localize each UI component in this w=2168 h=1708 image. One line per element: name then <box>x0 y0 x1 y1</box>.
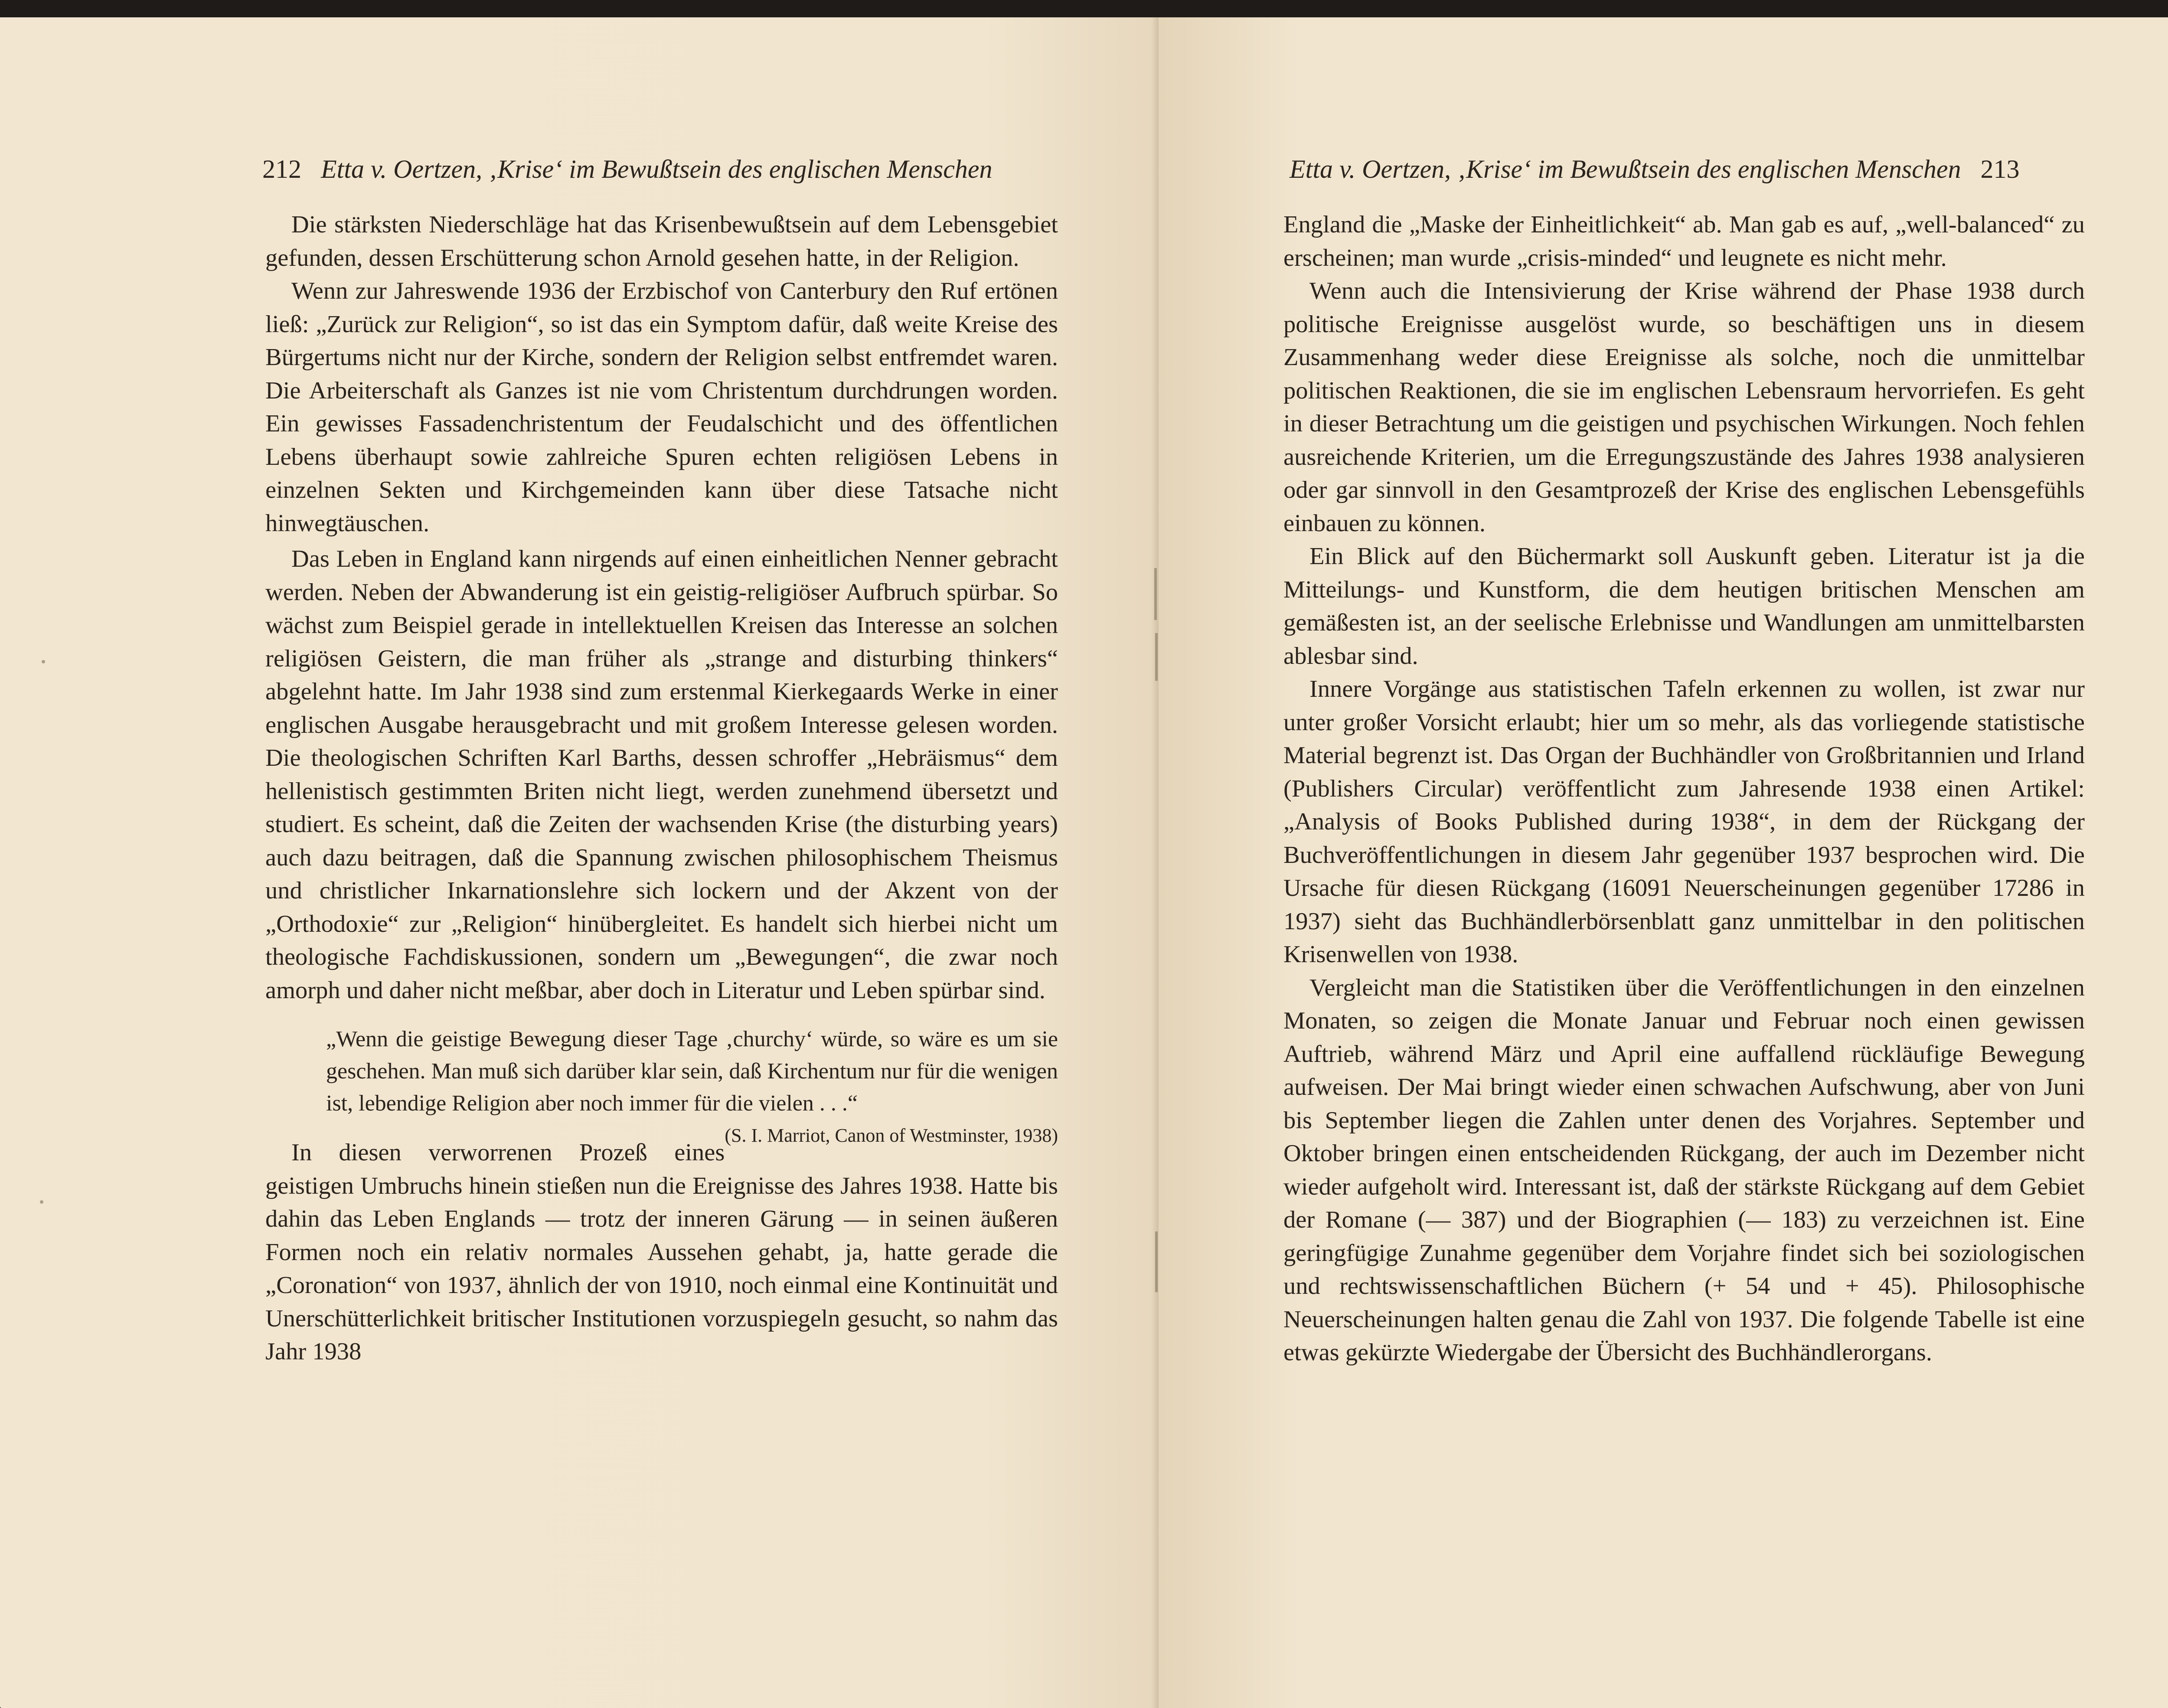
quote-text: „Wenn die geistige Bewegung dieser Tage ‚churchy‘ würde, so wäre es um sie geschehen. Man muß sich darüber klar sein, daß Kirchentum nur für die wenigen ist, lebendige Religion aber noch immer für die vielen . . .“ <box>326 1027 1058 1116</box>
right-running-head <box>1290 150 2020 189</box>
quote-source: (S. I. Marriot, Canon of Westminster, 1938) <box>725 1125 1058 1146</box>
block-quote <box>265 1023 1058 1146</box>
left-body-text <box>265 208 1058 1368</box>
left-running-title: Etta v. Oertzen, ‚Krise‘ im Bewußtsein des englischen Menschen <box>321 155 993 183</box>
right-paragraph-4: Vergleicht man die Statistiken über die Veröffentlichungen in den einzelnen Monaten, so zeigen die Monate Januar und Februar noch einen gewissen Auftrieb, während März und April eine auffallend rückläufige Bewegung aufweisen. Der Mai bringt wieder einen schwachen Aufschwung, aber von Juni bis September liegen die Zahlen unter denen des Vorjahres. September und Oktober bringen einen entscheidenden Rückgang, der auch im Dezember nicht wieder aufgeholt wird. Interessant ist, daß der stärkste Rückgang auf dem Gebiet der Romane (— 387) und der Biographien (— 183) zu verzeichnen ist. Eine geringfügige Zunahme gegenüber dem Vorjahre findet sich bei soziologischen und rechtswissenschaftlichen Büchern (+ 54 und + 45). Philosophische Neuerscheinungen halten genau die Zahl von 1937. Die folgende Tabelle ist eine etwas gekürzte Wiedergabe der Übersicht des Buchhändlerorgans. <box>1283 974 2085 1366</box>
left-running-head <box>262 150 993 189</box>
right-page <box>1159 17 2168 1708</box>
scan-speck <box>40 1200 43 1204</box>
right-paragraph-2: Ein Blick auf den Büchermarkt soll Auskunft geben. Literatur ist ja die Mitteilungs- und Kunstform, die dem heutigen britischen Menschen am gemäßesten ist, an der seelische Erlebnisse und Wandlungen am unmittelbarsten ablesbar sind. <box>1283 543 2085 669</box>
binding-mark <box>1155 633 1158 681</box>
left-page <box>0 17 1159 1708</box>
right-body-text <box>1283 208 2085 1369</box>
left-paragraph-1: Die stärksten Niederschläge hat das Krisenbewußtsein auf dem Lebensgebiet gefunden, dessen Erschütterung schon Arnold gesehen hatte, in der Religion. <box>265 211 1058 271</box>
binding-mark <box>1155 1231 1158 1292</box>
right-paragraph-3: Innere Vorgänge aus statistischen Tafeln erkennen zu wollen, ist zwar nur unter großer Vorsicht erlaubt; hier um so mehr, als das vorliegende statistische Material begrenzt ist. Das Organ der Buchhändler von Großbritannien und Irland (Publishers Circular) veröffentlicht zum Jahresende 1938 einen Artikel: „Analysis of Books Published during 1938“, in dem der Rückgang der Buchveröffentlichungen in diesem Jahr gegenüber 1937 besprochen wird. Die Ursache für diesen Rückgang (16091 Neuerscheinungen gegenüber 17286 in 1937) sieht das Buchhändlerbörsenblatt ganz unmittelbar in den politischen Krisenwellen von 1938. <box>1283 676 2085 968</box>
scan-top-edge <box>0 0 2168 17</box>
left-paragraph-3: Das Leben in England kann nirgends auf einen einheitlichen Nenner gebracht werden. Neben der Abwanderung ist ein geistig-religiöser Aufbruch spürbar. So wächst zum Beispiel gerade in intellektuellen Kreisen das Interesse an solchen religiösen Geistern, die man früher als „strange and disturbing thinkers“ abgelehnt hatte. Im Jahr 1938 sind zum erstenmal Kierkegaards Werke in einer englischen Ausgabe herausgebracht und mit großem Interesse gelesen worden. Die theologischen Schriften Karl Barths, dessen schroffer „Hebräismus“ dem hellenistisch gestimmten Briten nicht liegt, werden zunehmend übersetzt und studiert. Es scheint, daß die Zeiten der wachsenden Krise (the disturbing years) auch dazu beitragen, daß die Spannung zwischen philosophischem Theismus und christlicher Inkarnationslehre sich lockern und der Akzent von der „Orthodoxie“ zur „Religion“ hinübergleitet. Es handelt sich hierbei nicht um theologische Fachdiskussionen, sondern um „Bewegungen“, die zwar noch amorph und daher nicht meßbar, aber doch in Literatur und Leben spürbar sind. <box>265 545 1058 1004</box>
left-page-number: 212 <box>262 155 301 183</box>
binding-mark <box>1154 568 1157 620</box>
right-paragraph-0: England die „Maske der Einheitlichkeit“ ab. Man gab es auf, „well-balanced“ zu erscheinen; man wurde „crisis-minded“ und leugnete es nicht mehr. <box>1283 211 2085 271</box>
scan-speck <box>42 660 45 663</box>
right-paragraph-1: Wenn auch die Intensivierung der Krise während der Phase 1938 durch politische Ereignisse ausgelöst wurde, so beschäftigen uns in diesem Zusammenhang weder diese Ereignisse als solche, noch die unmittelbar politischen Reaktionen, die sie im englischen Lebensraum hervorriefen. Es geht in dieser Betrachtung um die geistigen und psychischen Wirkungen. Noch fehlen ausreichende Kriterien, um die Erregungszustände des Jahres 1938 analysieren oder gar sinnvoll in den Gesamtprozeß der Krise des englischen Lebensgefühls einbauen zu können. <box>1283 278 2085 537</box>
left-paragraph-2: Wenn zur Jahreswende 1936 der Erzbischof von Canterbury den Ruf ertönen ließ: „Zurück zur Religion“, so ist das ein Symptom dafür, daß weite Kreise des Bürgertums nicht nur der Kirche, sondern der Religion selbst entfremdet waren. Die Arbeiterschaft als Ganzes ist nie vom Christentum durchdrungen worden. Ein gewisses Fassadenchristentum der Feudalschicht und des öffentlichen Lebens überhaupt sowie zahlreiche Spuren echten religiösen Lebens in einzelnen Sekten und Kirchgemeinden kann über diese Tatsache nicht hinwegtäuschen. <box>265 278 1058 537</box>
left-paragraph-4: In diesen verworrenen Prozeß eines geistigen Umbruchs hinein stießen nun die Ereignisse des Jahres 1938. Hatte bis dahin das Leben Englands — trotz der inneren Gärung — in seinen äußeren Formen noch ein relativ normales Aussehen gehabt, ja, hatte gerade die „Coronation“ von 1937, ähnlich der von 1910, noch einmal eine Kontinuität und Unerschütterlichkeit britischer Institutionen vorzuspiegeln gesucht, so nahm das Jahr 1938 <box>265 1139 1058 1365</box>
right-running-title: Etta v. Oertzen, ‚Krise‘ im Bewußtsein des englischen Menschen <box>1290 155 1961 183</box>
right-page-number: 213 <box>1980 155 2020 183</box>
